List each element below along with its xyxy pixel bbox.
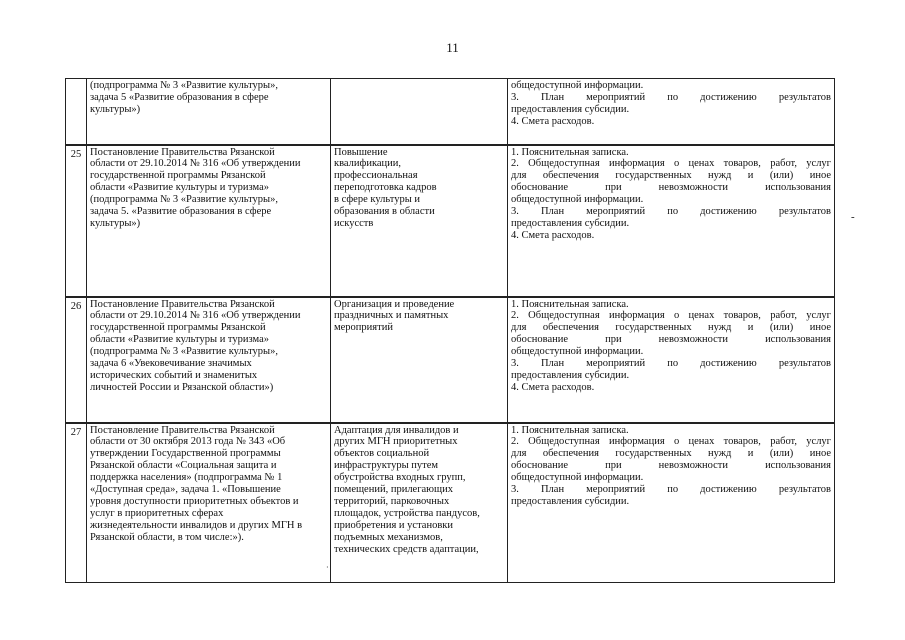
required-documents-cell [508, 145, 835, 297]
required-document-line: для обеспечения государственных нужд и (или) иное [511, 170, 831, 182]
legal-basis-cell [87, 145, 331, 297]
required-document-line: 2. Общедоступная информация о ценах товаров, работ, услуг [511, 158, 831, 170]
required-document-line: для обеспечения государственных нужд и (или) иное [511, 448, 831, 460]
subsidy-purpose-line: мероприятий [334, 322, 393, 334]
legal-basis-line: области от 30 октября 2013 года № 343 «Об [90, 436, 286, 448]
legal-basis-cell [87, 423, 331, 583]
required-document-line: 1. Пояснительная записка. [511, 298, 629, 310]
subsidy-purpose-line: обустройства входных групп, [334, 472, 466, 484]
required-document-line: предоставления субсидии. [511, 217, 630, 229]
subsidy-purpose-cell [331, 423, 508, 583]
legal-basis-line: государственной программы Рязанской [90, 170, 266, 182]
subsidy-purpose-line: Адаптация для инвалидов и [334, 424, 459, 436]
legal-basis-line: утверждении Государственной программы [90, 448, 281, 460]
required-document-line: 3. План мероприятий по достижению результатов [511, 206, 831, 218]
legal-basis-line: Рязанской области «Социальная защита и [90, 460, 277, 472]
required-documents-cell [508, 79, 835, 145]
legal-basis-line: Постановление Правительства Рязанской [90, 298, 275, 310]
legal-basis-line: уровня доступности приоритетных объектов и [90, 495, 299, 507]
legal-basis-line: личностей России и Рязанской области») [90, 381, 274, 393]
required-document-line: для обеспечения государственных нужд и (или) иное [511, 322, 831, 334]
subsidy-purpose-line: искусств [334, 217, 374, 229]
page-number: 11 [446, 40, 459, 55]
legal-basis-line: поддержка населения» (подпрограмма № 1 [90, 472, 283, 484]
subsidy-purpose-line: объектов социальной [334, 448, 430, 460]
row-number-cell [66, 79, 87, 145]
legal-basis-line: Постановление Правительства Рязанской [90, 424, 275, 436]
required-document-line: общедоступной информации. [511, 472, 644, 484]
required-document-line: 4. Смета расходов. [511, 381, 595, 393]
required-document-line: общедоступной информации. [511, 346, 644, 358]
required-document-line: 2. Общедоступная информация о ценах товаров, работ, услуг [511, 436, 831, 448]
required-documents-cell [508, 423, 835, 583]
required-document-line: 4. Смета расходов. [511, 229, 595, 241]
row-number-cell: 25 [66, 145, 87, 297]
subsidy-purpose-line: приобретения и установки [334, 519, 454, 531]
legal-basis-line: услуг в приоритетных сферах [90, 507, 224, 519]
legal-basis-line: области «Развитие культуры и туризма» [90, 334, 269, 346]
legal-basis-line: «Доступная среда», задача 1. «Повышение [90, 484, 281, 496]
required-document-line: обоснование при невозможности использования [511, 460, 831, 472]
stray-dot: · [326, 563, 329, 572]
table-body [66, 79, 835, 583]
legal-basis-line: культуры») [90, 217, 141, 229]
required-document-line: 2. Общедоступная информация о ценах товаров, работ, услуг [511, 310, 831, 322]
table-row [66, 79, 835, 145]
legal-basis-line: Постановление Правительства Рязанской [90, 146, 275, 158]
subsidy-purpose-line: профессиональная [334, 170, 418, 182]
legal-basis-line: области «Развитие культуры и туризма» [90, 182, 269, 194]
subsidy-purpose-cell [331, 297, 508, 423]
legal-basis-line: государственной программы Рязанской [90, 322, 266, 334]
required-documents-cell [508, 297, 835, 423]
required-document-line: 1. Пояснительная записка. [511, 146, 629, 158]
table-row [66, 423, 835, 583]
legal-basis-line: жизнедеятельности инвалидов и других МГН в [90, 519, 303, 531]
legal-basis-line: культуры») [90, 103, 141, 115]
legal-basis-line: области от 29.10.2014 № 316 «Об утверждении [90, 310, 301, 322]
legal-basis-line: (подпрограмма № 3 «Развитие культуры», [90, 194, 278, 206]
legal-basis-line: задача 5 «Развитие образования в сфере [90, 91, 269, 103]
subsidy-purpose-line: праздничных и памятных [334, 310, 449, 322]
subsidy-purpose-line: Повышение [334, 146, 388, 158]
subsidy-purpose-cell [331, 145, 508, 297]
table-row [66, 297, 835, 423]
row-number-cell: 26 [66, 297, 87, 423]
subsidy-purpose-line: квалификации, [334, 158, 402, 170]
subsidy-documents-table [65, 78, 835, 583]
required-document-line: предоставления субсидии. [511, 369, 630, 381]
required-document-line: 3. План мероприятий по достижению результатов [511, 358, 831, 370]
margin-mark: - [851, 211, 855, 223]
legal-basis-line: (подпрограмма № 3 «Развитие культуры», [90, 346, 278, 358]
subsidy-purpose-line: в сфере культуры и [334, 194, 420, 206]
subsidy-purpose-line: подъемных механизмов, [334, 531, 443, 543]
legal-basis-cell [87, 79, 331, 145]
legal-basis-cell [87, 297, 331, 423]
required-document-line: общедоступной информации. [511, 194, 644, 206]
legal-basis-line: задача 6 «Увековечивание значимых [90, 358, 252, 370]
legal-basis-line: исторических событий и знаменитых [90, 369, 258, 381]
table-row [66, 145, 835, 297]
required-document-line: предоставления субсидии. [511, 103, 630, 115]
subsidy-purpose-line: переподготовка кадров [334, 182, 437, 194]
required-document-line: общедоступной информации. [511, 80, 644, 91]
row-number-cell: 27 [66, 423, 87, 583]
subsidy-purpose-line: инфраструктуры путем [334, 460, 439, 472]
required-document-line: обоснование при невозможности использования [511, 182, 831, 194]
required-document-line: предоставления субсидии. [511, 495, 630, 507]
subsidy-purpose-line: технических средств адаптации, [334, 543, 479, 555]
required-document-line: 1. Пояснительная записка. [511, 424, 629, 436]
subsidy-purpose-line: площадок, устройства пандусов, [334, 507, 480, 519]
required-document-line: обоснование при невозможности использования [511, 334, 831, 346]
subsidy-purpose-line: образования в области [334, 206, 435, 218]
legal-basis-line: области от 29.10.2014 № 316 «Об утверждении [90, 158, 301, 170]
legal-basis-line: (подпрограмма № 3 «Развитие культуры», [90, 80, 278, 91]
required-document-line: 3. План мероприятий по достижению результатов [511, 91, 831, 103]
subsidy-purpose-cell [331, 79, 508, 145]
subsidy-purpose-line: помещений, прилегающих [334, 484, 453, 496]
subsidy-purpose-line: Организация и проведение [334, 298, 455, 310]
required-document-line: 4. Смета расходов. [511, 115, 595, 127]
legal-basis-line: Рязанской области, в том числе:»). [90, 531, 244, 543]
subsidy-purpose-line: территорий, парковочных [334, 495, 450, 507]
subsidy-purpose-line: других МГН приоритетных [334, 436, 458, 448]
required-document-line: 3. План мероприятий по достижению результатов [511, 484, 831, 496]
legal-basis-line: задача 5. «Развитие образования в сфере [90, 206, 272, 218]
